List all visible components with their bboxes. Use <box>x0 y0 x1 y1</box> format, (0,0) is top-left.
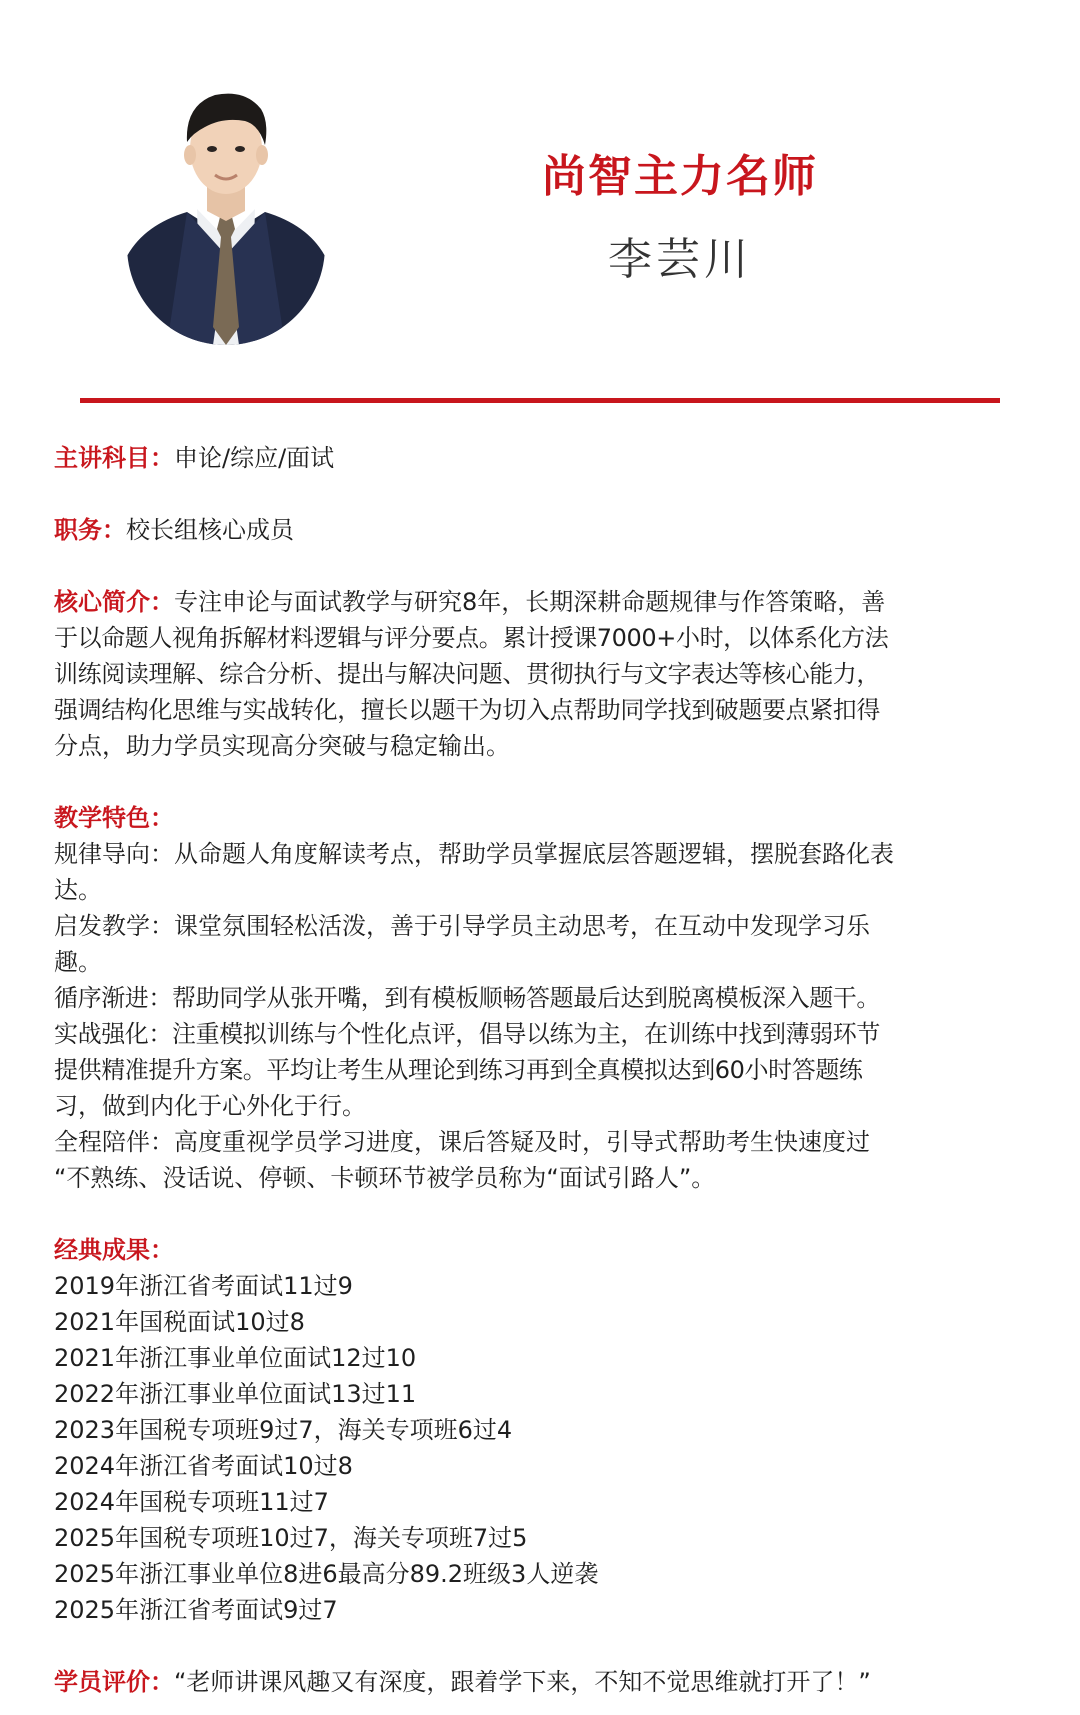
achievement-item: 2019年浙江省考面试11过9 <box>54 1272 353 1300</box>
review-section <box>54 1664 1014 1700</box>
features-line: “不熟练、没话说、停顿、卡顿环节被学员称为“面试引路人”。 <box>54 1164 716 1192</box>
intro-label: 核心简介： <box>54 588 174 616</box>
achievement-item: 2023年国税专项班9过7，海关专项班6过4 <box>54 1416 513 1444</box>
achievement-item: 2024年国税专项班11过7 <box>54 1488 329 1516</box>
features-line: 启发教学：课堂氛围轻松活泼，善于引导学员主动思考，在互动中发现学习乐 <box>54 912 870 940</box>
review-value: “老师讲课风趣又有深度，跟着学下来，不知不觉思维就打开了！” <box>174 1668 871 1696</box>
features-line: 全程陪伴：高度重视学员学习进度，课后答疑及时，引导式帮助考生快速度过 <box>54 1128 870 1156</box>
features-line: 达。 <box>54 876 102 904</box>
teacher-photo <box>127 87 325 345</box>
profile-header <box>0 0 1080 400</box>
features-line: 规律导向：从命题人角度解读考点，帮助学员掌握底层答题逻辑，摆脱套路化表 <box>54 840 894 868</box>
features-line: 循序渐进：帮助同学从张开嘴，到有模板顺畅答题最后达到脱离模板深入题干。 <box>54 984 880 1012</box>
achievement-item: 2025年浙江事业单位8进6最高分89.2班级3人逆袭 <box>54 1560 599 1588</box>
header-divider <box>80 398 1000 403</box>
features-line: 趣。 <box>54 948 102 976</box>
intro-section <box>54 584 1014 764</box>
review-label: 学员评价： <box>54 1668 174 1696</box>
features-label: 教学特色： <box>54 804 174 832</box>
intro-line: 分点，助力学员实现高分突破与稳定输出。 <box>54 732 510 760</box>
subjects-value: 申论/综应/面试 <box>174 444 335 472</box>
achievement-item: 2024年浙江省考面试10过8 <box>54 1452 353 1480</box>
page-title: 尚智主力名师 <box>542 151 818 202</box>
achievement-item: 2025年浙江省考面试9过7 <box>54 1596 338 1624</box>
teacher-name: 李芸川 <box>608 234 752 285</box>
profile-content <box>54 440 1014 1700</box>
intro-line: 专注申论与面试教学与研究8年，长期深耕命题规律与作答策略，善 <box>174 588 886 616</box>
position-section <box>54 512 1014 548</box>
intro-line: 训练阅读理解、综合分析、提出与解决问题、贯彻执行与文字表达等核心能力， <box>54 660 880 688</box>
features-line: 习，做到内化于心外化于行。 <box>54 1092 366 1120</box>
achievements-label: 经典成果： <box>54 1236 174 1264</box>
subjects-section <box>54 440 1014 476</box>
position-value: 校长组核心成员 <box>126 516 294 544</box>
features-section <box>54 800 1014 1196</box>
intro-line: 强调结构化思维与实战转化，擅长以题干为切入点帮助同学找到破题要点紧扣得 <box>54 696 880 724</box>
achievements-section <box>54 1232 1014 1628</box>
intro-line: 于以命题人视角拆解材料逻辑与评分要点。累计授课7000+小时，以体系化方法 <box>54 624 889 652</box>
position-label: 职务： <box>54 516 126 544</box>
subjects-label: 主讲科目： <box>54 444 174 472</box>
achievement-item: 2025年国税专项班10过7，海关专项班7过5 <box>54 1524 528 1552</box>
features-line: 提供精准提升方案。平均让考生从理论到练习再到全真模拟达到60小时答题练 <box>54 1056 863 1084</box>
achievement-item: 2021年浙江事业单位面试12过10 <box>54 1344 417 1372</box>
achievement-item: 2022年浙江事业单位面试13过11 <box>54 1380 417 1408</box>
features-line: 实战强化：注重模拟训练与个性化点评，倡导以练为主，在训练中找到薄弱环节 <box>54 1020 880 1048</box>
achievement-item: 2021年国税面试10过8 <box>54 1308 305 1336</box>
